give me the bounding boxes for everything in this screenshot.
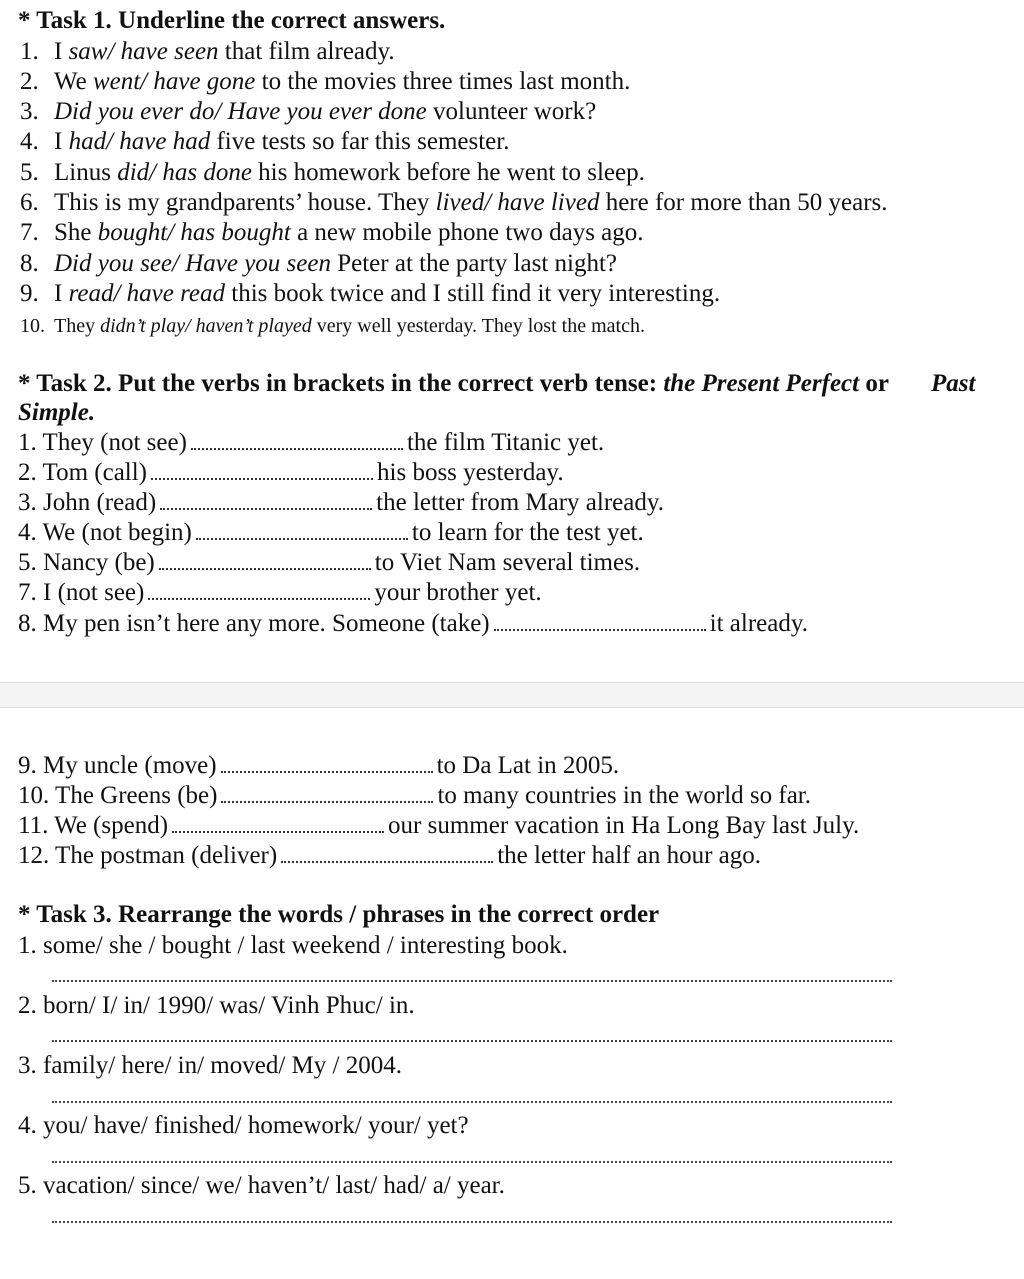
task3-item: 4. you/ have/ finished/ homework/ your/ yet? [18,1112,469,1139]
task1-item: 10. They didn’t play/ haven’t played very well yesterday. They lost the match. [20,315,645,337]
task2-item: 8. My pen isn’t here any more. Someone (take) it already. [18,610,808,637]
task1-item: 2. We went/ have gone to the movies three times last month. [20,68,631,95]
task1-item: 7. She bought/ has bought a new mobile phone two days ago. [20,219,644,246]
task2-item: 7. I (not see) your brother yet. [18,579,542,606]
task2-item: 2. Tom (call) his boss yesterday. [18,459,564,486]
task2-item: 11. We (spend) our summer vacation in Ha Long Bay last July. [18,812,860,839]
task1-item: 6. This is my grandparents’ house. They lived/ have lived here for more than 50 years. [20,189,888,216]
task1-heading: * Task 1. Underline the correct answers. [18,7,446,34]
task1-item: 5. Linus did/ has done his homework before he went to sleep. [20,159,645,186]
task2-heading-simple: Simple. [18,399,96,426]
task2-item: 3. John (read) the letter from Mary already. [18,489,664,516]
answer-line[interactable] [52,1221,892,1223]
task2-item: 4. We (not begin) to learn for the test yet. [18,519,644,546]
task3-item: 5. vacation/ since/ we/ haven’t/ last/ had/ a/ year. [18,1172,505,1199]
answer-line[interactable] [52,1040,892,1042]
answer-line[interactable] [52,1161,892,1163]
task3-item: 1. some/ she / bought / last weekend / interesting book. [18,932,568,959]
task2-heading-past: Past [931,370,976,397]
task1-item: 1. I saw/ have seen that film already. [20,38,395,65]
task1-item: 4. I had/ have had five tests so far this semester. [20,128,510,155]
task2-item: 5. Nancy (be) to Viet Nam several times. [18,549,641,576]
page-separator [0,682,1024,708]
answer-line[interactable] [52,980,892,982]
task2-heading: * Task 2. Put the verbs in brackets in the correct verb tense: the Present Perfect or [18,370,889,397]
task1-item: 3. Did you ever do/ Have you ever done volunteer work? [20,98,597,125]
task3-item: 3. family/ here/ in/ moved/ My / 2004. [18,1052,402,1079]
task2-item: 12. The postman (deliver) the letter half an hour ago. [18,842,761,869]
task1-item: 9. I read/ have read this book twice and I still find it very interesting. [20,280,721,307]
task1-item: 8. Did you see/ Have you seen Peter at the party last night? [20,250,618,277]
task3-heading: * Task 3. Rearrange the words / phrases in the correct order [18,901,660,928]
task2-item: 9. My uncle (move) to Da Lat in 2005. [18,752,620,779]
task2-item: 10. The Greens (be) to many countries in the world so far. [18,782,812,809]
answer-line[interactable] [52,1101,892,1103]
task3-item: 2. born/ I/ in/ 1990/ was/ Vinh Phuc/ in. [18,992,415,1019]
task2-item: 1. They (not see) the film Titanic yet. [18,429,605,456]
